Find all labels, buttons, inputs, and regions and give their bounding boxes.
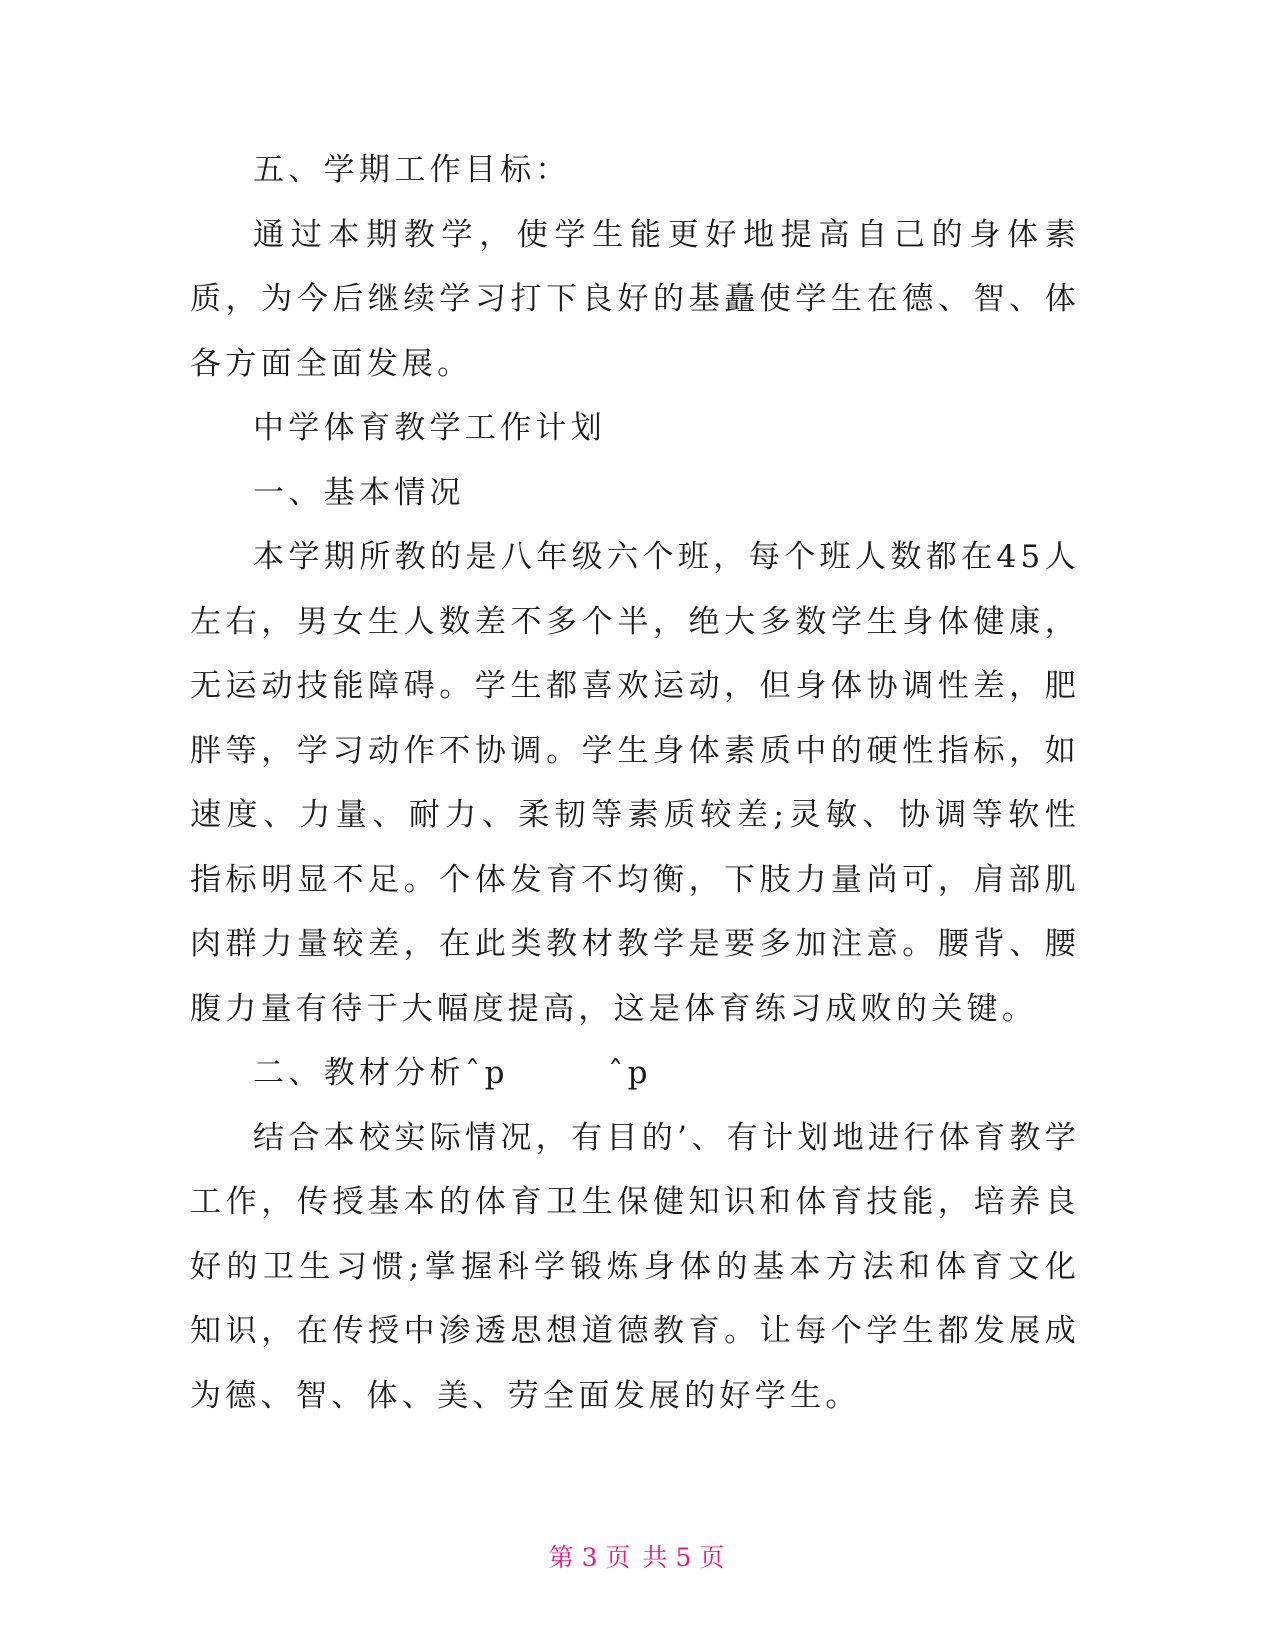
paragraph-goals: 通过本期教学，使学生能更好地提高自己的身体素质，为今后继续学习打下良好的基矗使学生在德、智、体各方面全面发展。 — [190, 216, 1080, 382]
section-heading-goals: 五、学期工作目标： — [253, 152, 571, 188]
footer-middle: 页 共 — [605, 1543, 670, 1572]
footer-prefix: 第 — [548, 1543, 576, 1572]
footer-total-pages: 5 — [675, 1543, 694, 1572]
paragraph-basic-situation: 本学期所教的是八年级六个班，每个班人数都在45人左右，男女生人数差不多个半，绝大多数学生身体健康，无运动技能障碍。学生都喜欢运动，但身体协调性差，肥胖等，学习动作不协调。学生身体素质中的硬性指标，如速度、力量、耐力、柔韧等素质较差;灵敏、协调等软性指标明显不足。个体发育不均衡，下肢力量尚可，肩部肌肉群力量较差，在此类教材教学是要多加注意。腰背、腰腹力量有待于大幅度提高，这是体育练习成败的关键。 — [190, 539, 1080, 1027]
document-body — [190, 138, 1080, 1428]
footer-suffix: 页 — [699, 1543, 727, 1572]
document-title: 中学体育教学工作计划 — [253, 410, 606, 446]
paragraph-material-analysis: 结合本校实际情况，有目的’、有计划地进行体育教学工作，传授基本的体育卫生保健知识和体育技能，培养良好的卫生习惯;掌握科学锻炼身体的基本方法和体育文化知识，在传授中渗透思想道德教育。让每个学生都发展成为德、智、体、美、劳全面发展的好学生。 — [190, 1119, 1080, 1414]
section-heading-material-analysis: 二、教材分析ˆp ˆp — [253, 1055, 652, 1091]
section-heading-basic-situation: 一、基本情况 — [253, 474, 465, 511]
page-footer — [0, 1538, 1275, 1574]
footer-current-page: 3 — [581, 1543, 600, 1572]
